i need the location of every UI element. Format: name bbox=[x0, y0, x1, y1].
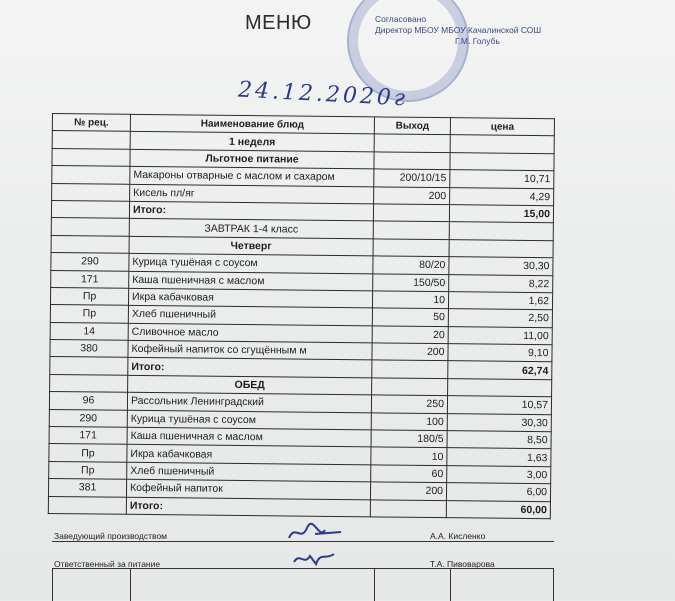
empty-cell bbox=[450, 135, 554, 153]
menu-table-body bbox=[48, 114, 554, 519]
nutrition-responsible-name: Т.А. Пивоварова bbox=[430, 559, 495, 569]
empty-cell bbox=[50, 374, 128, 392]
column-header-recipe: № рец. bbox=[52, 114, 130, 132]
dish-output: 60 bbox=[371, 465, 447, 483]
dish-name: Хлеб пшеничный bbox=[128, 306, 372, 326]
signature-scribble-2 bbox=[290, 546, 338, 570]
empty-cell bbox=[51, 235, 129, 253]
dish-price: 3,00 bbox=[447, 465, 551, 483]
production-manager-label: Заведующий производством bbox=[54, 531, 168, 541]
approval-line-2: Директор МБОУ МБОУ Качалинской СОШ bbox=[375, 25, 542, 35]
approval-line-1: Согласовано bbox=[375, 14, 427, 24]
page-title: МЕНЮ bbox=[245, 12, 312, 34]
empty-cell bbox=[374, 134, 450, 152]
recipe-number: Пр bbox=[50, 305, 128, 323]
dish-name: Кисель пл/яг bbox=[130, 184, 374, 204]
dish-price: 4,29 bbox=[450, 187, 554, 205]
empty-cell bbox=[373, 221, 449, 239]
empty-cell bbox=[374, 152, 450, 170]
dish-output: 150/50 bbox=[373, 273, 449, 291]
recipe-number: 380 bbox=[50, 340, 128, 358]
dish-name: Рассольник Ленинградский bbox=[127, 393, 371, 413]
dish-price: 30,30 bbox=[447, 413, 551, 431]
bottom-grid-lines bbox=[52, 568, 554, 601]
dish-name: Курица тушёная с соусом bbox=[129, 253, 373, 273]
empty-cell bbox=[52, 148, 130, 166]
section-title: ОБЕД bbox=[128, 375, 372, 395]
dish-output: 80/20 bbox=[373, 256, 449, 274]
dish-output: 200/10/15 bbox=[374, 169, 450, 187]
dish-price: 8,50 bbox=[447, 431, 551, 449]
column-header-price: цена bbox=[450, 118, 554, 136]
dish-price: 11,00 bbox=[448, 326, 552, 344]
nutrition-responsible-label: Ответственный за питание bbox=[54, 559, 161, 569]
dish-price: 10,71 bbox=[450, 170, 554, 188]
dish-output: 20 bbox=[372, 326, 448, 344]
empty-cell bbox=[48, 496, 126, 514]
dish-output: 200 bbox=[374, 186, 450, 204]
empty-cell bbox=[373, 204, 449, 222]
menu-table bbox=[48, 113, 555, 519]
empty-cell bbox=[51, 218, 129, 236]
empty-cell bbox=[373, 239, 449, 257]
dish-name: Кофейный напиток со сгущённым м bbox=[128, 340, 372, 360]
dish-name: Икра кабачковая bbox=[127, 445, 371, 465]
dish-name: Каша пшеничная с маслом bbox=[127, 427, 371, 447]
dish-name: Икра кабачковая bbox=[128, 288, 372, 308]
empty-cell bbox=[50, 357, 128, 375]
recipe-number bbox=[52, 183, 130, 201]
empty-cell bbox=[51, 200, 129, 218]
approval-block bbox=[375, 14, 541, 47]
column-header-dish: Наименование блюд bbox=[130, 114, 374, 134]
recipe-number: Пр bbox=[49, 444, 127, 462]
recipe-number: 171 bbox=[49, 427, 127, 445]
signature-scribble-1 bbox=[285, 520, 345, 544]
recipe-number: 96 bbox=[49, 392, 127, 410]
week-label: 1 неделя bbox=[130, 132, 374, 152]
dish-output: 180/5 bbox=[371, 430, 447, 448]
dish-name: Курица тушёная с соусом bbox=[127, 410, 371, 430]
production-manager-name: А.А. Кисленко bbox=[430, 531, 486, 541]
total-label: Итого: bbox=[129, 201, 373, 221]
empty-cell bbox=[52, 131, 130, 149]
total-value: 15,00 bbox=[449, 205, 553, 223]
section-title: Льготное питание bbox=[130, 149, 374, 169]
section-subtitle: Четверг bbox=[129, 236, 373, 256]
total-value: 60,00 bbox=[446, 500, 550, 518]
dish-output: 10 bbox=[371, 447, 447, 465]
dish-price: 30,30 bbox=[449, 257, 553, 275]
dish-price: 2,50 bbox=[448, 309, 552, 327]
total-label: Итого: bbox=[126, 497, 370, 517]
empty-cell bbox=[449, 239, 553, 257]
approval-line-3: Г.М. Голубь bbox=[455, 36, 500, 46]
section-title: ЗАВТРАК 1-4 класс bbox=[129, 219, 373, 239]
recipe-number: 14 bbox=[50, 322, 128, 340]
empty-cell bbox=[450, 152, 554, 170]
dish-price: 9,10 bbox=[448, 344, 552, 362]
dish-output: 10 bbox=[372, 291, 448, 309]
dish-output: 200 bbox=[372, 343, 448, 361]
recipe-number: 290 bbox=[51, 253, 129, 271]
dish-name: Макароны отварные с маслом и сахаром bbox=[130, 166, 374, 186]
empty-cell bbox=[448, 379, 552, 397]
dish-price: 10,57 bbox=[447, 396, 551, 414]
dish-price: 6,00 bbox=[446, 483, 550, 501]
dish-price: 1,63 bbox=[447, 448, 551, 466]
recipe-number bbox=[52, 166, 130, 184]
dish-output: 100 bbox=[371, 413, 447, 431]
total-label: Итого: bbox=[128, 358, 372, 378]
dish-price: 1,62 bbox=[448, 292, 552, 310]
empty-cell bbox=[372, 378, 448, 396]
recipe-number: Пр bbox=[50, 287, 128, 305]
dish-name: Кофейный напиток bbox=[126, 480, 370, 500]
dish-price: 8,22 bbox=[449, 274, 553, 292]
empty-cell bbox=[370, 499, 446, 517]
dish-name: Сливочное масло bbox=[128, 323, 372, 343]
empty-cell bbox=[372, 360, 448, 378]
column-header-output: Выход bbox=[374, 117, 450, 135]
recipe-number: Пр bbox=[49, 461, 127, 479]
dish-output: 50 bbox=[372, 308, 448, 326]
recipe-number: 381 bbox=[48, 479, 126, 497]
empty-cell bbox=[449, 222, 553, 240]
dish-output: 250 bbox=[371, 395, 447, 413]
dish-name: Каша пшеничная с маслом bbox=[129, 271, 373, 291]
dish-output: 200 bbox=[370, 482, 446, 500]
dish-name: Хлеб пшеничный bbox=[127, 462, 371, 482]
total-value: 62,74 bbox=[448, 361, 552, 379]
recipe-number: 171 bbox=[51, 270, 129, 288]
recipe-number: 290 bbox=[49, 409, 127, 427]
handwritten-date: 24.12.2020г bbox=[237, 77, 409, 112]
